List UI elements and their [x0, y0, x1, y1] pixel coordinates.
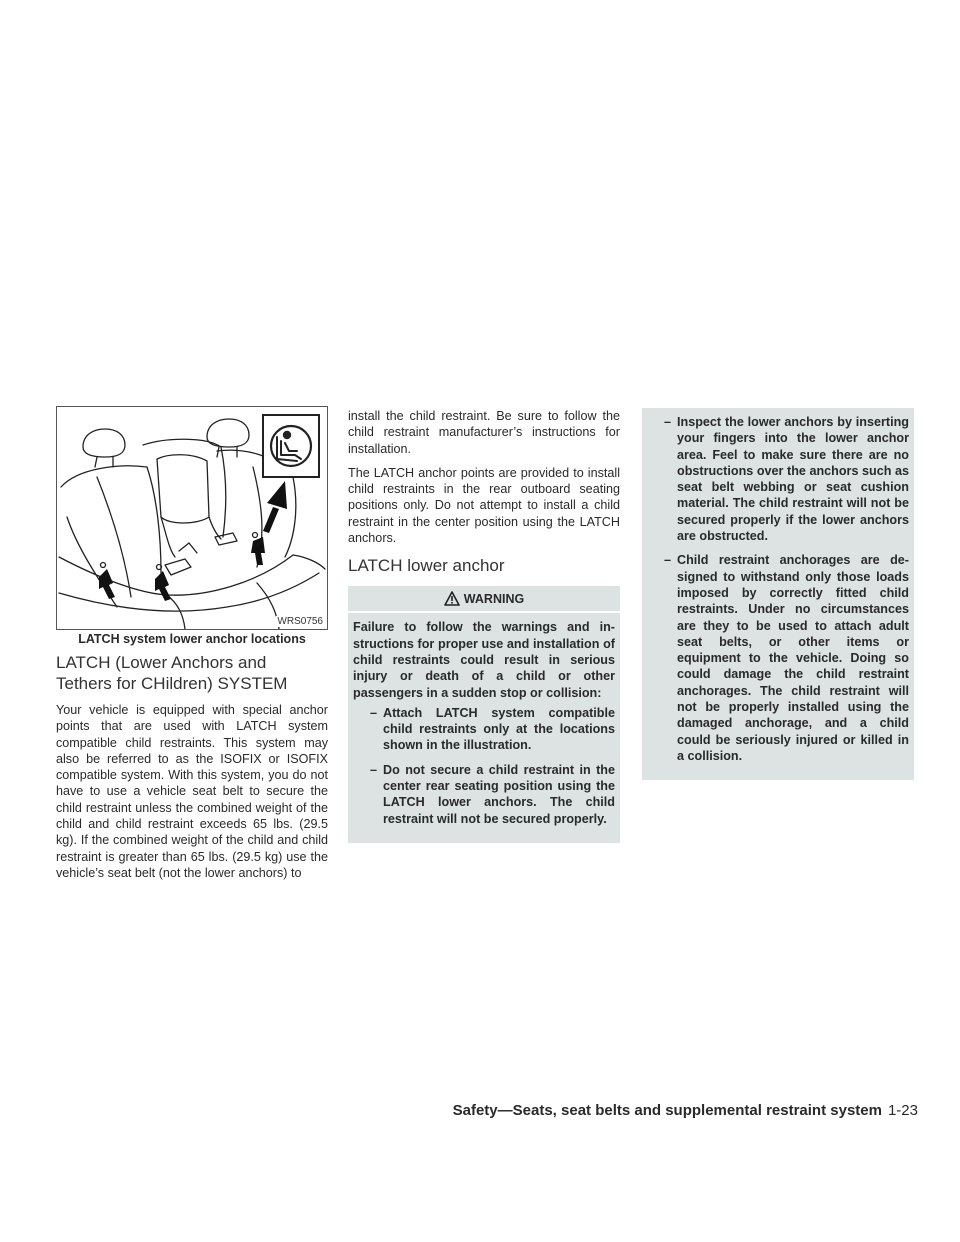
warning-item-dash: –	[663, 553, 671, 568]
warning-label: WARNING	[463, 591, 525, 606]
figure-code: WRS0756	[277, 616, 323, 627]
warning-body-continued	[642, 408, 914, 780]
warning-item-text: Attach LATCH system compatible child restraints only at the locations shown in the illustration.	[383, 705, 615, 753]
warning-box-continued	[642, 408, 914, 780]
warning-item	[353, 762, 615, 827]
figure-caption: LATCH system lower anchor locations	[78, 632, 306, 646]
warning-item-dash: –	[369, 705, 377, 720]
warning-item-text: Inspect the lower anchors by inserting your fingers into the lower anchor area. Feel to make sure there are no obstructions over the anchors such as seat belt webbing or seat cushion material. The child restraint will not be secured properly if the lower anchors are obstructed.	[677, 415, 909, 544]
warning-item	[647, 414, 909, 544]
warning-item-dash: –	[369, 762, 377, 777]
warning-box	[348, 586, 620, 843]
section-paragraph-1-continued: install the child restraint. Be sure to follow the child restraint manufacturer’s instructions for installation.	[348, 409, 620, 456]
section-title-line1: LATCH (Lower Anchors and	[56, 653, 267, 672]
right-column	[642, 408, 914, 780]
warning-item-text: Child restraint anchorages are designed to withstand only those loads imposed by correctly fitted child restraints. Under no circumstances are they to be used to attach adult seat belts, or other items or equipment to the vehicle. Doing so could damage the child restraint anchorages. The child restraint will not be properly installed using the damaged anchorage, and a child could be seriously injured or killed in a collision.	[677, 553, 909, 763]
warning-item-text: Do not secure a child restraint in the center rear seating position using the LATCH lower anchors. The child restraint will not be secured properly.	[383, 762, 615, 826]
latch-illustration	[56, 406, 328, 630]
section-title	[56, 652, 328, 694]
page-footer	[453, 1102, 918, 1119]
section-paragraph-1: Your vehicle is equipped with special anchor points that are used with LATCH system compatible child restraints. This system may also be referred to as the ISOFIX or ISOFIX compatible system. With this system, you do not have to use a vehicle seat belt to secure the child restraint unless the combined weight of the child and child restraint exceeds 65 lbs. (29.5 kg). If the combined weight of the child and child restraint is greater than 65 lbs. (29.5 kg) use the vehicle’s seat belt (not the lower anchors) to	[56, 703, 328, 880]
section-title-line2: Tethers for CHildren) SYSTEM	[56, 674, 288, 693]
page-number: 1-23	[887, 1102, 918, 1119]
warning-triangle-icon	[444, 591, 460, 606]
middle-column	[348, 408, 620, 843]
section-paragraph-2: The LATCH anchor points are provided to install child restraints in the rear outboard seating positions only. Do not attempt to install a child restraint in the center position using the LATCH anchors.	[348, 465, 620, 546]
warning-item	[353, 705, 615, 754]
warning-body	[348, 613, 620, 843]
warning-item-dash: –	[663, 415, 671, 429]
warning-intro: Failure to follow the warnings and instructions for proper use and installation of child restraints could result in serious injury or death of a child or other passengers in a sudden stop or collision:	[353, 620, 615, 700]
left-column	[56, 406, 328, 889]
footer-section-name: Safety—Seats, seat belts and supplemental restraint system	[452, 1102, 882, 1119]
rear-seat-drawing	[57, 407, 327, 629]
warning-header	[348, 586, 620, 613]
warning-item	[647, 552, 909, 764]
subsection-title: LATCH lower anchor	[348, 556, 505, 576]
